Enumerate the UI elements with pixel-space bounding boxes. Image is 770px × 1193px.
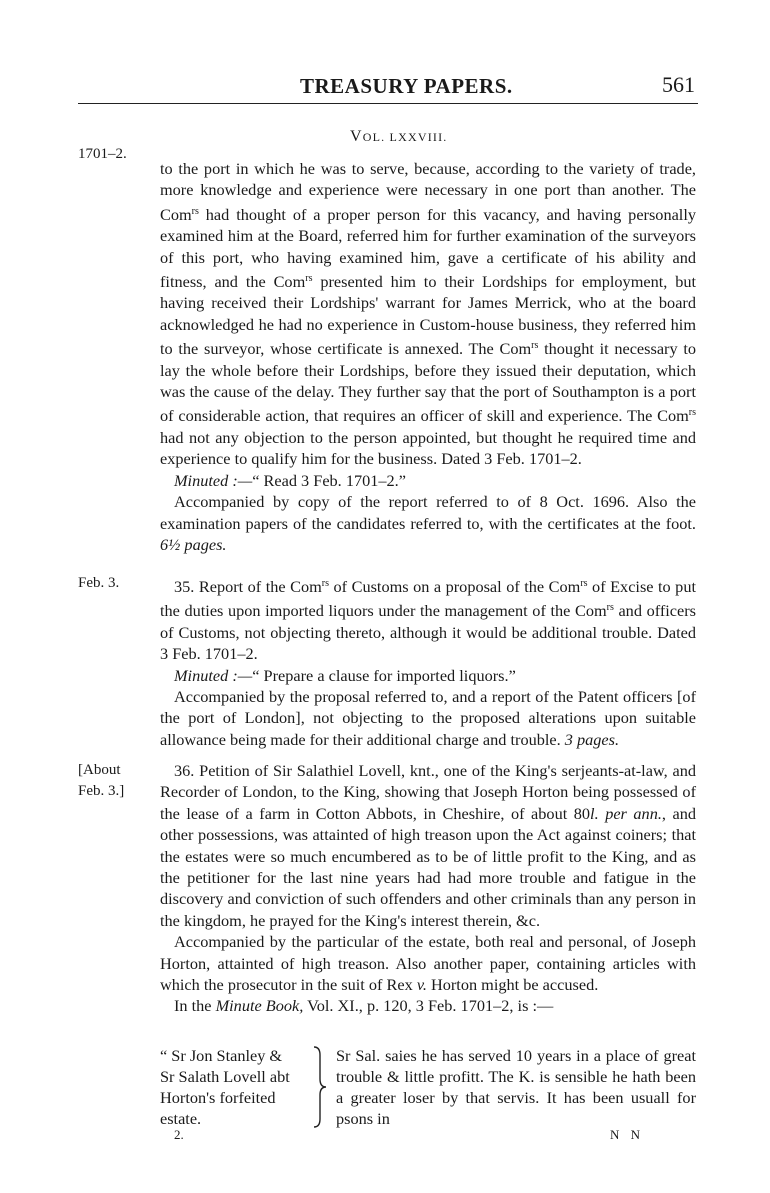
text-run: , and other possessions, was attainted of high treason upon the Act against coiners; that the estates were so much encumbered as to be of little profit to the King, and as the petitioner for the last nine years had had more trouble and fatigue in the discovery and conviction of such offenders and other criminals than any person in the kingdom, he prayed for the King's interest therein, &c. <box>160 803 697 930</box>
accompanied-paragraph <box>160 931 696 995</box>
page-count: 6½ pages. <box>160 534 227 554</box>
volume-initial: V <box>350 128 363 145</box>
italic-run: v. <box>416 975 427 995</box>
margin-about: [About <box>78 762 121 778</box>
text-run: 36. Petition of Sir Salathiel Lovell, knt., one of the King's serjeants-at-law, and Recorder of London, to the King, showing that Joseph Horton being possessed of the lease of a farm in Cotton Abbots, in Cheshire, of about 80 <box>160 761 696 823</box>
superscript: rs <box>191 205 199 217</box>
entry-35-paragraph <box>160 573 696 665</box>
superscript: rs <box>305 273 313 285</box>
text-run: had not any objection to the person appointed, but thought he required time and experience to qualify him for the business. Dated 3 Feb. 1701–2. <box>160 427 696 469</box>
continued-paragraph <box>160 158 696 470</box>
minuted-label: Minuted :— <box>174 470 253 490</box>
italic-run: Minute Book, <box>215 996 304 1016</box>
volume-heading <box>350 128 447 146</box>
text-run: Horton might be accused. <box>426 975 599 995</box>
text-run: of Excise to put the duties upon imported liquors under the management of the Com <box>160 577 696 621</box>
superscript: rs <box>580 578 588 589</box>
header-rule <box>78 103 698 104</box>
accompanied-text: Accompanied by the proposal referred to, and a report of the Patent officers [of the port of London], not objecting to the proposed alterations upon suitable allowance being made for their additional charge and trouble. <box>160 687 696 749</box>
superscript: rs <box>321 578 330 589</box>
margin-about-date: Feb. 3.] <box>78 783 125 799</box>
quote-right-column: Sr Sal. saies he has served 10 years in a place of great trouble & little profitt. The K. is sensible he hath been a greater loser by that servis. It has been usuall for psons in <box>336 1046 696 1128</box>
text-run: thought it necessary to lay the whole before their Lordships, before they issued their deputation, which was the cause of the delay. They further say that the port of Southampton is a port of considerable action, that requires an officer of skill and experience. The Com <box>160 339 696 426</box>
entry-36-paragraph <box>160 760 696 931</box>
quote-left-line: estate. <box>160 1109 202 1128</box>
italic-run: l. <box>590 803 599 823</box>
text-run: Vol. XI., p. 120, 3 Feb. 1701–2, is :— <box>303 996 554 1016</box>
text-run: Accompanied by the particular of the estate, both real and personal, of Joseph Horton, attainted of high treason. Also another paper, containing articles with which the prosecutor in the suit of Rex <box>160 932 696 995</box>
entry-35 <box>160 573 696 750</box>
quote-left-line: Horton's forfeited <box>160 1088 276 1107</box>
section-continued <box>160 158 696 555</box>
volume-rest: OL. LXXVIII. <box>362 130 448 144</box>
signature-mark: 2. <box>174 1127 184 1142</box>
text-run: 35. Report of the Com <box>174 577 322 596</box>
running-head-title: TREASURY PAPERS. <box>300 74 513 98</box>
text-run: had thought of a proper person for this vacancy, and having personally examined him at the Board, referred him for further examination of the surveyors of this port, who having examined him, gave a certificate of his ability and fitness, and the Com <box>160 204 696 292</box>
italic-run: per ann. <box>605 803 662 823</box>
accompanied-paragraph <box>160 491 696 555</box>
text-run: and officers of Customs, not objecting thereto, although it would be additional trouble. Dated 3 Feb. 1701–2. <box>160 601 696 664</box>
minuted-line <box>160 665 696 686</box>
quote-left-column <box>160 1045 310 1129</box>
superscript: rs <box>688 407 696 419</box>
curly-brace-icon <box>310 1045 328 1129</box>
margin-date-35: Feb. 3. <box>78 575 120 591</box>
text-run: of Customs on a proposal of the Com <box>329 577 581 596</box>
gathering-mark: N N <box>610 1127 645 1142</box>
page-count: 3 pages. <box>564 729 620 749</box>
text-run: to the port in which he was to serve, because, according to the variety of trade, more knowledge and experience were necessary in one port than another. The Com <box>160 159 696 224</box>
margin-year: 1701–2. <box>78 146 127 162</box>
minute-book-line <box>160 995 696 1016</box>
quote-left-line: “ Sr Jon Stanley & <box>160 1046 283 1065</box>
text-run: In the <box>174 996 216 1016</box>
minuted-label: Minuted :— <box>174 665 253 685</box>
minuted-text: “ Prepare a clause for imported liquors.” <box>252 665 516 685</box>
text-run: presented him to their Lordships for employment, but having received their Lordships' warrant for James Merrick, who at the board acknowledged he had no experience in Custom-house business, they referred him to the surveyor, whose certificate is annexed. The Com <box>160 272 696 359</box>
quote-left-line: Sr Salath Lovell abt <box>160 1067 290 1086</box>
entry-36 <box>160 760 696 1017</box>
accompanied-text: Accompanied by copy of the report referred to of 8 Oct. 1696. Also the examination papers of the candidates referred to, with the certificates at the foot. <box>160 492 696 533</box>
page-number: 561 <box>662 72 695 97</box>
superscript: rs <box>606 602 614 614</box>
minuted-line <box>160 470 696 491</box>
minuted-text: “ Read 3 Feb. 1701–2.” <box>252 470 406 490</box>
superscript: rs <box>531 340 539 352</box>
accompanied-paragraph <box>160 686 696 750</box>
